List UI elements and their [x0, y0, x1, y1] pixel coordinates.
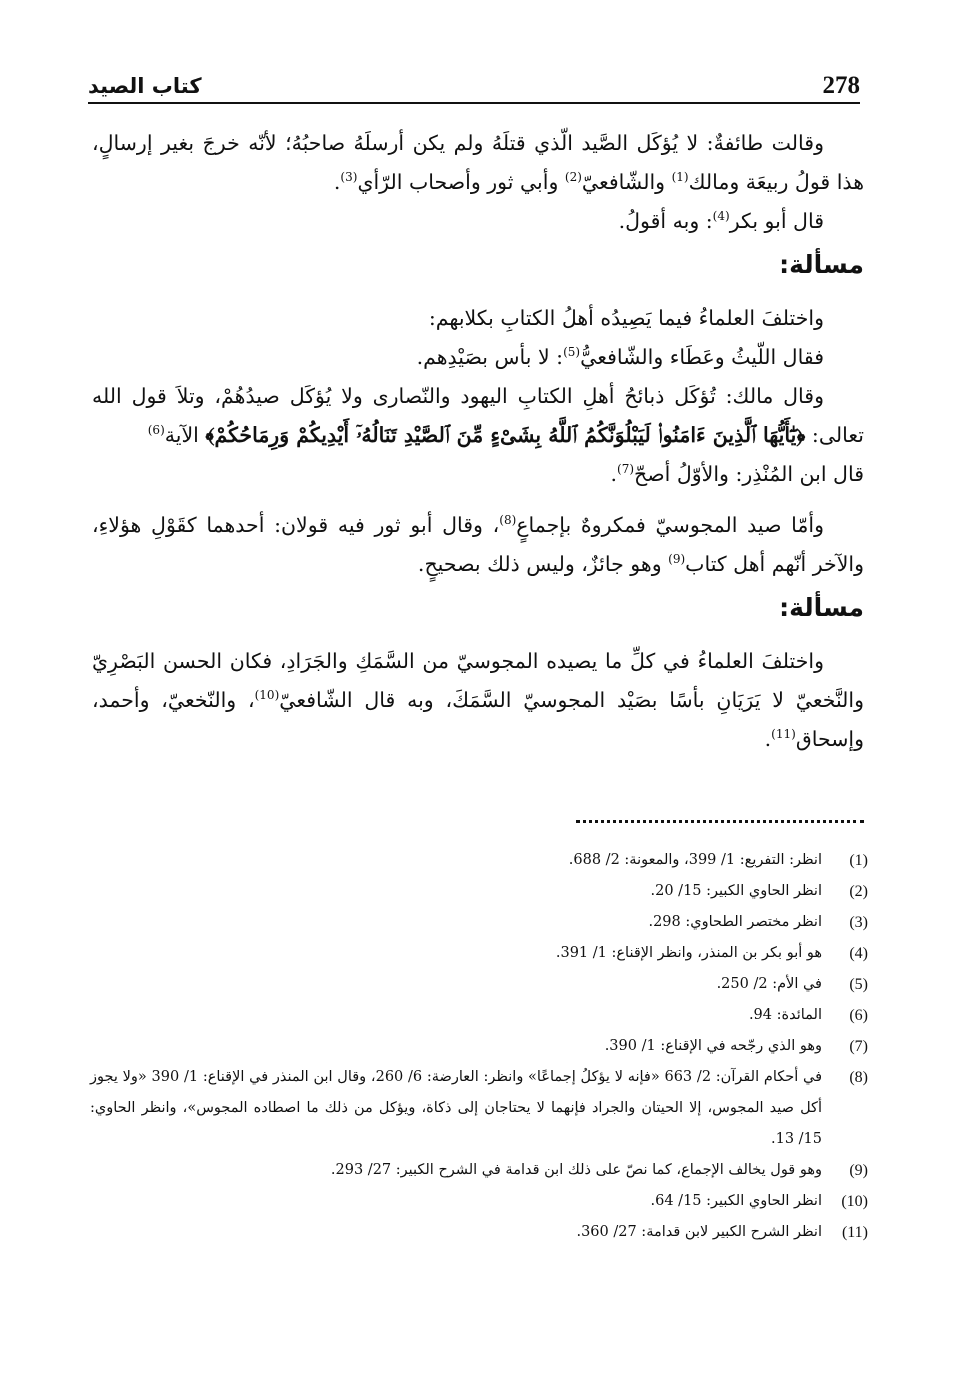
text-run: والشّافعيّ [581, 170, 672, 194]
text-run: وأبي ثور وأصحاب الرّأي [357, 170, 565, 194]
quran-verse: ﴿يَٰٓأَيُّهَا ٱلَّذِينَ ءَامَنُوا۟ لَيَبْلُوَنَّكُمُ ٱللَّهُ بِشَىْءٍ مِّنَ ٱلصَّيْدِ تَنَالُهُۥٓ أَيْدِيكُمْ وَرِمَاحُكُمْ﴾ [205, 423, 806, 447]
footnote-number: (6) [849, 1007, 868, 1024]
footnote-ref[interactable]: (9) [668, 552, 686, 567]
book-title: كتاب الصيد [88, 74, 202, 98]
footnote-item [90, 876, 868, 907]
footnote-ref[interactable]: (1) [671, 170, 689, 185]
footnote-ref[interactable]: (3) [340, 170, 358, 185]
footnote-number: (5) [849, 976, 868, 993]
footnote-item [90, 938, 868, 969]
footnote-text: هو أبو بكر بن المنذر، وانظر الإقناع: 1/ 391. [555, 945, 822, 961]
text-run: واختلفَ العلماءُ فيما يَصِيدُه أهلُ الكتابِ بكلابهم: [428, 306, 824, 330]
footnote-text: في الأم: 2/ 250. [716, 976, 822, 992]
footnote-item [90, 1031, 868, 1062]
footnote-ref[interactable]: (11) [771, 727, 796, 742]
footnote-item [90, 1155, 868, 1186]
footnote-text: وهو الذي رجّحه في الإقناع: 1/ 390. [604, 1038, 822, 1054]
footnote-number: (8) [849, 1069, 868, 1086]
footnote-ref[interactable]: (6) [147, 423, 165, 438]
page-number: 278 [822, 72, 860, 99]
footnote-number: (4) [849, 945, 868, 962]
paragraph [92, 202, 864, 241]
text-run: ، والنّخعيّ، وأحمد، وإسحاق [92, 688, 864, 751]
footnote-item [90, 1062, 868, 1155]
paragraph [92, 338, 864, 377]
footnote-number: (2) [849, 883, 868, 900]
paragraph [92, 642, 864, 759]
footnote-number: (10) [841, 1193, 868, 1210]
footnote-ref[interactable]: (5) [563, 345, 581, 360]
paragraph [92, 124, 864, 202]
footnote-ref[interactable]: (10) [254, 688, 280, 703]
footnote-ref[interactable]: (8) [499, 513, 517, 528]
footnote-number: (7) [849, 1038, 868, 1055]
footnote-item [90, 1186, 868, 1217]
footnote-text: المائدة: 94. [748, 1007, 822, 1023]
text-run: قال ابن المُنْذِر: والأوّلُ أصحّ [634, 462, 864, 486]
footnote-text: انظر مختصر الطحاوي: 298. [648, 914, 822, 930]
footnote-text: انظر الشرح الكبير لابن قدامة: 27/ 360. [576, 1224, 822, 1240]
paragraph [92, 377, 864, 455]
text-run: ، وقال أبو ثور فيه قولان: أحدهما كقَوْلِ هؤلاءِ، والآخر أنّهم أهل كتاب [92, 513, 864, 576]
footnote-number: (9) [849, 1162, 868, 1179]
text-run: : لا بأس بصَيْدِهم. [416, 345, 564, 369]
text-run: . [610, 462, 617, 486]
footnote-text: وهو قول يخالف الإجماع، كما نصّ على ذلك ابن قدامة في الشرح الكبير: 27/ 293. [330, 1162, 822, 1178]
footnote-number: (1) [849, 852, 868, 869]
text-run: واختلفَ العلماءُ في كلِّ ما يصيده المجوسيّ من السَّمَكِ والجَرَادِ، فكان الحسن البَصْرِيّ والنَّخعيّ لا يَرَيَانِ بأسًا بصَيْد المجوسيّ السَّمَكَ، وبه قال الشّافعيّ [92, 649, 865, 712]
footnote-text: انظر: التفريع: 1/ 399، والمعونة: 2/ 688. [568, 852, 822, 868]
footnote-item [90, 907, 868, 938]
footnote-item [90, 969, 868, 1000]
footnote-ref[interactable]: (2) [564, 170, 582, 185]
text-run: : وبه أقولُ. [618, 209, 713, 233]
paragraph [92, 455, 864, 494]
text-run: فقال اللّيثُ وعَطَاء والشّافعيُّ [580, 345, 824, 369]
footnote-ref[interactable]: (4) [712, 209, 730, 224]
text-run: وقال مالك: تُؤكَل ذبائحُ أهلِ الكتابِ اليهود والنّصارى ولا يُؤكَل صيدُهُمْ، وتلاَ قول الله تعالى: [92, 384, 864, 447]
paragraph [92, 506, 864, 584]
footnote-item [90, 1217, 868, 1248]
footnote-number: (3) [849, 914, 868, 931]
text-run: قال أبو بكر [729, 209, 824, 233]
footnote-text: في أحكام القرآن: 2/ 663 «فإنه لا يؤكلُ إجماعًا» وانظر: العارضة: 6/ 260، وقال ابن المنذر في الإقناع: 1/ 390 «ولا يجوز أكل صيد المجوس، إلا الحيتان والجراد فإنهما لا يحتاجان إلى ذكاة، ويؤكل من ذلك ما اصطاده المجوس»، وانظر الحاوي: 15/ 13. [90, 1069, 823, 1147]
text-run: الآية [164, 423, 206, 447]
text-run: . [764, 727, 772, 751]
page-header [88, 62, 860, 104]
paragraph [92, 299, 864, 338]
footnote-item [90, 1000, 868, 1031]
footnote-text: انظر الحاوي الكبير: 15/ 64. [650, 1193, 822, 1209]
footnote-separator [576, 820, 864, 823]
footnotes [90, 845, 868, 1248]
main-text [92, 124, 864, 759]
footnote-number: (11) [841, 1224, 868, 1241]
footnote-text: انظر الحاوي الكبير: 15/ 20. [650, 883, 822, 899]
text-run: وهو جائزٌ، وليس ذلك بصحيحٍ. [417, 552, 669, 576]
text-run: وأمّا صيد المجوسيّ فمكروهٌ بإجماعٍ [516, 513, 825, 537]
text-run: . [333, 170, 341, 194]
text-run: وقالت طائفةٌ: لا يُؤكَل الصَّيد الّذي قتلَهُ ولم يكن أرسلَهُ صاحبُهُ؛ لأنّه خرجَ بغير إرسالٍ، هذا قولُ ربيعَة ومالك [92, 131, 864, 194]
footnote-item [90, 845, 868, 876]
section-heading: مسألة: [779, 593, 864, 622]
footnote-ref[interactable]: (7) [617, 462, 635, 477]
section-heading: مسألة: [779, 250, 864, 279]
